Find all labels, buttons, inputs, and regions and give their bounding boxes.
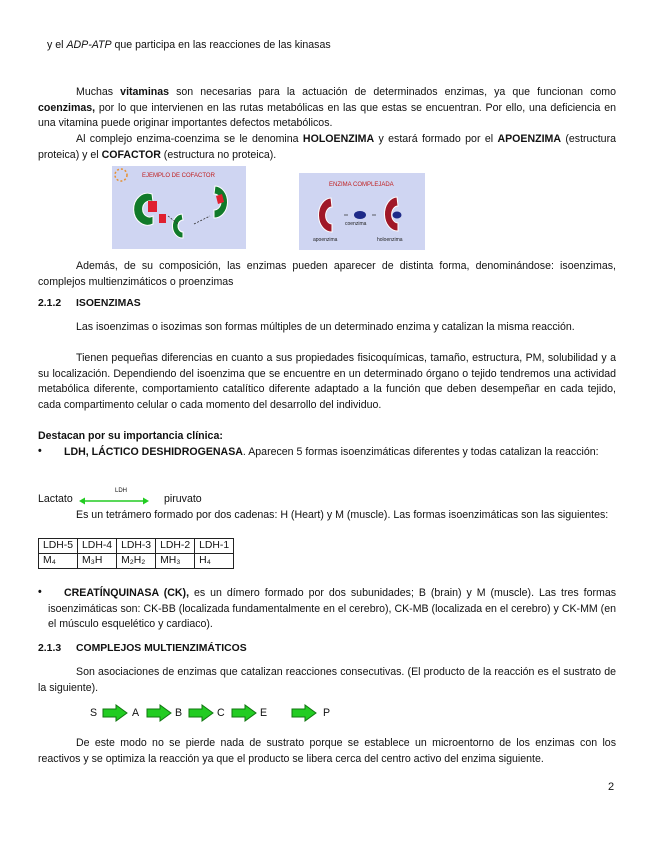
- svg-text:apoenzima: apoenzima: [313, 237, 338, 243]
- figure-enzima-complejada: [299, 173, 425, 250]
- reaction-enzyme: LDH: [115, 488, 128, 494]
- chain-item: E: [260, 707, 268, 719]
- paragraph-formas: Además, de su composición, las enzimas pueden aparecer de distinta forma, denominándose: isoenzimas, complejos multienzimáticos o proenzimas: [38, 260, 616, 288]
- ldh-isoenzyme-table: [38, 538, 234, 569]
- double-arrow-icon: [79, 496, 149, 506]
- right-arrow-icon: [291, 704, 317, 722]
- paragraph-holoenzima: Al complejo enzima-coenzima se le denomina HOLOENZIMA y estará formado por el APOENZIMA (estructura proteica) y el COFACTOR (estructura no proteica).: [38, 133, 616, 161]
- paragraph-asociaciones: Son asociaciones de enzimas que catalizan reacciones consecutivas. (El producto de la reacción es el sustrato de la siguiente).: [38, 666, 616, 694]
- enzyme-chain: [90, 704, 350, 724]
- svg-text:ENZIMA COMPLEJADA: ENZIMA COMPLEJADA: [329, 182, 394, 188]
- table-header-row: [39, 539, 234, 554]
- table-cell: LDH-4: [78, 539, 117, 554]
- page-number: 2: [608, 781, 615, 793]
- table-cell: LDH-3: [117, 539, 156, 554]
- table-cell: LDH-2: [156, 539, 195, 554]
- table-cell: H₄: [195, 554, 234, 569]
- cofactor-illustration: [112, 166, 246, 249]
- reaction-right: piruvato: [164, 493, 202, 505]
- table-row: [39, 554, 234, 569]
- holoenzima-illustration: [299, 173, 425, 250]
- reaction-lactato-piruvato: [38, 488, 338, 508]
- paragraph-vitaminas: Muchas vitaminas son necesarias para la actuación de determinados enzimas, ya que funcionan como coenzimas, por lo que intervienen en las rutas metabólicas en las que estas se encuentran. Por ello, una deficiencia en una vitamina puede originar importantes defectos metabólicos.: [38, 86, 616, 129]
- bullet-ldh: • LDH, LÁCTICO DESHIDROGENASA. Aparecen 5 formas isoenzimáticas diferentes y todas catalizan la reacción:: [38, 445, 599, 458]
- bullet-marker: •: [38, 586, 42, 598]
- table-cell: M₃H: [78, 554, 117, 569]
- right-arrow-icon: [146, 704, 172, 722]
- paragraph-microentorno: De este modo no se pierde nada de sustrato porque se establece un microentorno de los enzimas con los reactivos y se optimiza la reacción ya que el producto se libera cerca del centro activo del enzima siguiente.: [38, 737, 616, 765]
- svg-text:coenzima: coenzima: [345, 221, 367, 227]
- right-arrow-icon: [102, 704, 128, 722]
- bullet-ck: • CREATÍNQUINASA (CK), es un dímero formado por dos subunidades; B (brain) y M (muscle). Las tres formas isoenzimáticas son: CK-BB (localizada fundamentalmente en el cerebro), CK-MB (localizada en el cerebro) y CK-MM (en el músculo esquelético y cardiaco).: [38, 586, 617, 630]
- svg-text:holoenzima: holoenzima: [377, 237, 403, 243]
- paragraph-isozimas: Las isoenzimas o isozimas son formas múltiples de un determinado enzima y catalizan la misma reacción.: [76, 321, 575, 333]
- chain-item: A: [132, 707, 140, 719]
- reaction-left: Lactato: [38, 493, 73, 505]
- table-cell: M₄: [39, 554, 78, 569]
- heading-isoenzimas: 2.1.2 ISOENZIMAS: [38, 298, 141, 309]
- right-arrow-icon: [231, 704, 257, 722]
- right-arrow-icon: [188, 704, 214, 722]
- chain-item: B: [175, 707, 183, 719]
- chain-item: P: [323, 707, 331, 719]
- paragraph-diferencias: Tienen pequeñas diferencias en cuanto a sus propiedades fisicoquímicas, tamaño, estructura, PM, solubilidad y a su localización. Dependiendo del isoenzima que se encuentre en un determinado órgano o tejido tendremos una actividad metabólica diferente, comportamiento catalítico diferente adaptado a la función que deben desempeñar en cada tejido, cada compartimento celular o cada momento del desarrollo del individuo.: [38, 352, 616, 411]
- chain-item: C: [217, 707, 225, 719]
- table-cell: LDH-5: [39, 539, 78, 554]
- paragraph-tetramero: Es un tetrámero formado por dos cadenas: H (Heart) y M (muscle). Las formas isoenzimáticas son las siguientes:: [76, 509, 609, 521]
- table-cell: LDH-1: [195, 539, 234, 554]
- top-line: y el ADP-ATP que participa en las reacciones de las kinasas: [47, 39, 331, 51]
- heading-complejos-multienzimaticos: 2.1.3 COMPLEJOS MULTIENZIMÁTICOS: [38, 643, 247, 654]
- figure-cofactor-example: [112, 166, 246, 249]
- bullet-marker: •: [38, 445, 42, 457]
- svg-text:EJEMPLO DE COFACTOR: EJEMPLO DE COFACTOR: [142, 173, 215, 179]
- table-cell: MH₃: [156, 554, 195, 569]
- chain-item: S: [90, 707, 98, 719]
- paragraph-destacan: Destacan por su importancia clínica:: [38, 430, 223, 442]
- table-cell: M₂H₂: [117, 554, 156, 569]
